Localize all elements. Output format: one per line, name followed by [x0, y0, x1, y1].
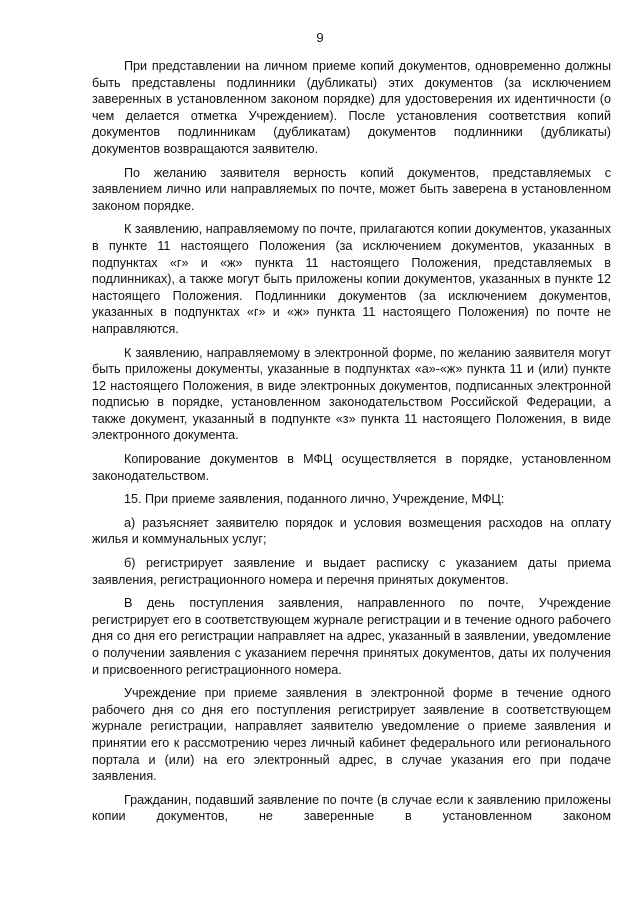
document-body: [92, 58, 611, 825]
paragraph-item-b: б) регистрирует заявление и выдает расписку с указанием даты приема заявления, регистрационного номера и перечня принятых документов.: [92, 556, 611, 587]
paragraph-section-15: 15. При приеме заявления, поданного лично, Учреждение, МФЦ:: [124, 492, 505, 507]
paragraph: По желанию заявителя верность копий документов, представляемых с заявлением лично или направляемых по почте, может быть заверена в установленном законом порядке.: [92, 165, 611, 213]
paragraph: К заявлению, направляемому в электронной форме, по желанию заявителя могут быть приложены документы, указанные в подпунктах «а»-«ж» пункта 11 и (или) пункте 12 настоящего Положения, в виде электронных документов, подписанных электронной подписью в порядке, установленном законодательством Российской Федерации, а также документ, указанный в подпункте «з» пункта 11 настоящего Положения, в виде электронного документа.: [92, 345, 611, 443]
paragraph: При представлении на личном приеме копий документов, одновременно должны быть представлены подлинники (дубликаты) этих документов (за исключением заверенных в установленном законом порядке) для удостоверения их идентичности (о чем делается отметка Учреждением). После установления соответствия копий документов подлинникам (дубликатам) документов подлинники (дубликаты) документов возвращаются заявителю.: [92, 59, 611, 156]
page-number: 9: [316, 30, 324, 45]
paragraph: В день поступления заявления, направленного по почте, Учреждение регистрирует его в соответствующем журнале регистрации и в течение одного рабочего дня со дня его регистрации направляет на адрес, указанный в заявлении, уведомление о получении заявления с указанием перечня принятых документов, даты их получения и присвоенного регистрационного номера.: [92, 596, 611, 677]
paragraph-item-a: а) разъясняет заявителю порядок и условия возмещения расходов на оплату жилья и коммунальных услуг;: [92, 515, 611, 547]
paragraph: Учреждение при приеме заявления в электронной форме в течение одного рабочего дня со дня его поступления регистрирует заявление в соответствующем журнале регистрации, направляет заявителю уведомление о приеме заявления и принятии его к рассмотрению через личный кабинет федерального или регионального портала и (или) на его электронный адрес, в случае указания его при подаче заявления.: [92, 686, 611, 784]
paragraph: Копирование документов в МФЦ осуществляется в порядке, установленном законодательством.: [92, 452, 611, 483]
paragraph: К заявлению, направляемому по почте, прилагаются копии документов, указанных в пункте 11 настоящего Положения (за исключением документов, указанных в подпунктах «г» и «ж» пункта 11 настоящего Положения, представляемых в подлинниках), а также могут быть приложены копии документов, указанных в пункте 12 настоящего Положения. Подлинники документов (за исключением документов, указанных в подпунктах «г» и «ж» пункта 11 настоящего Положения) по почте не направляются.: [92, 222, 611, 336]
paragraph: Гражданин, подавший заявление по почте (в случае если к заявлению приложены копии документов, не заверенные в установленном законом: [92, 792, 611, 824]
